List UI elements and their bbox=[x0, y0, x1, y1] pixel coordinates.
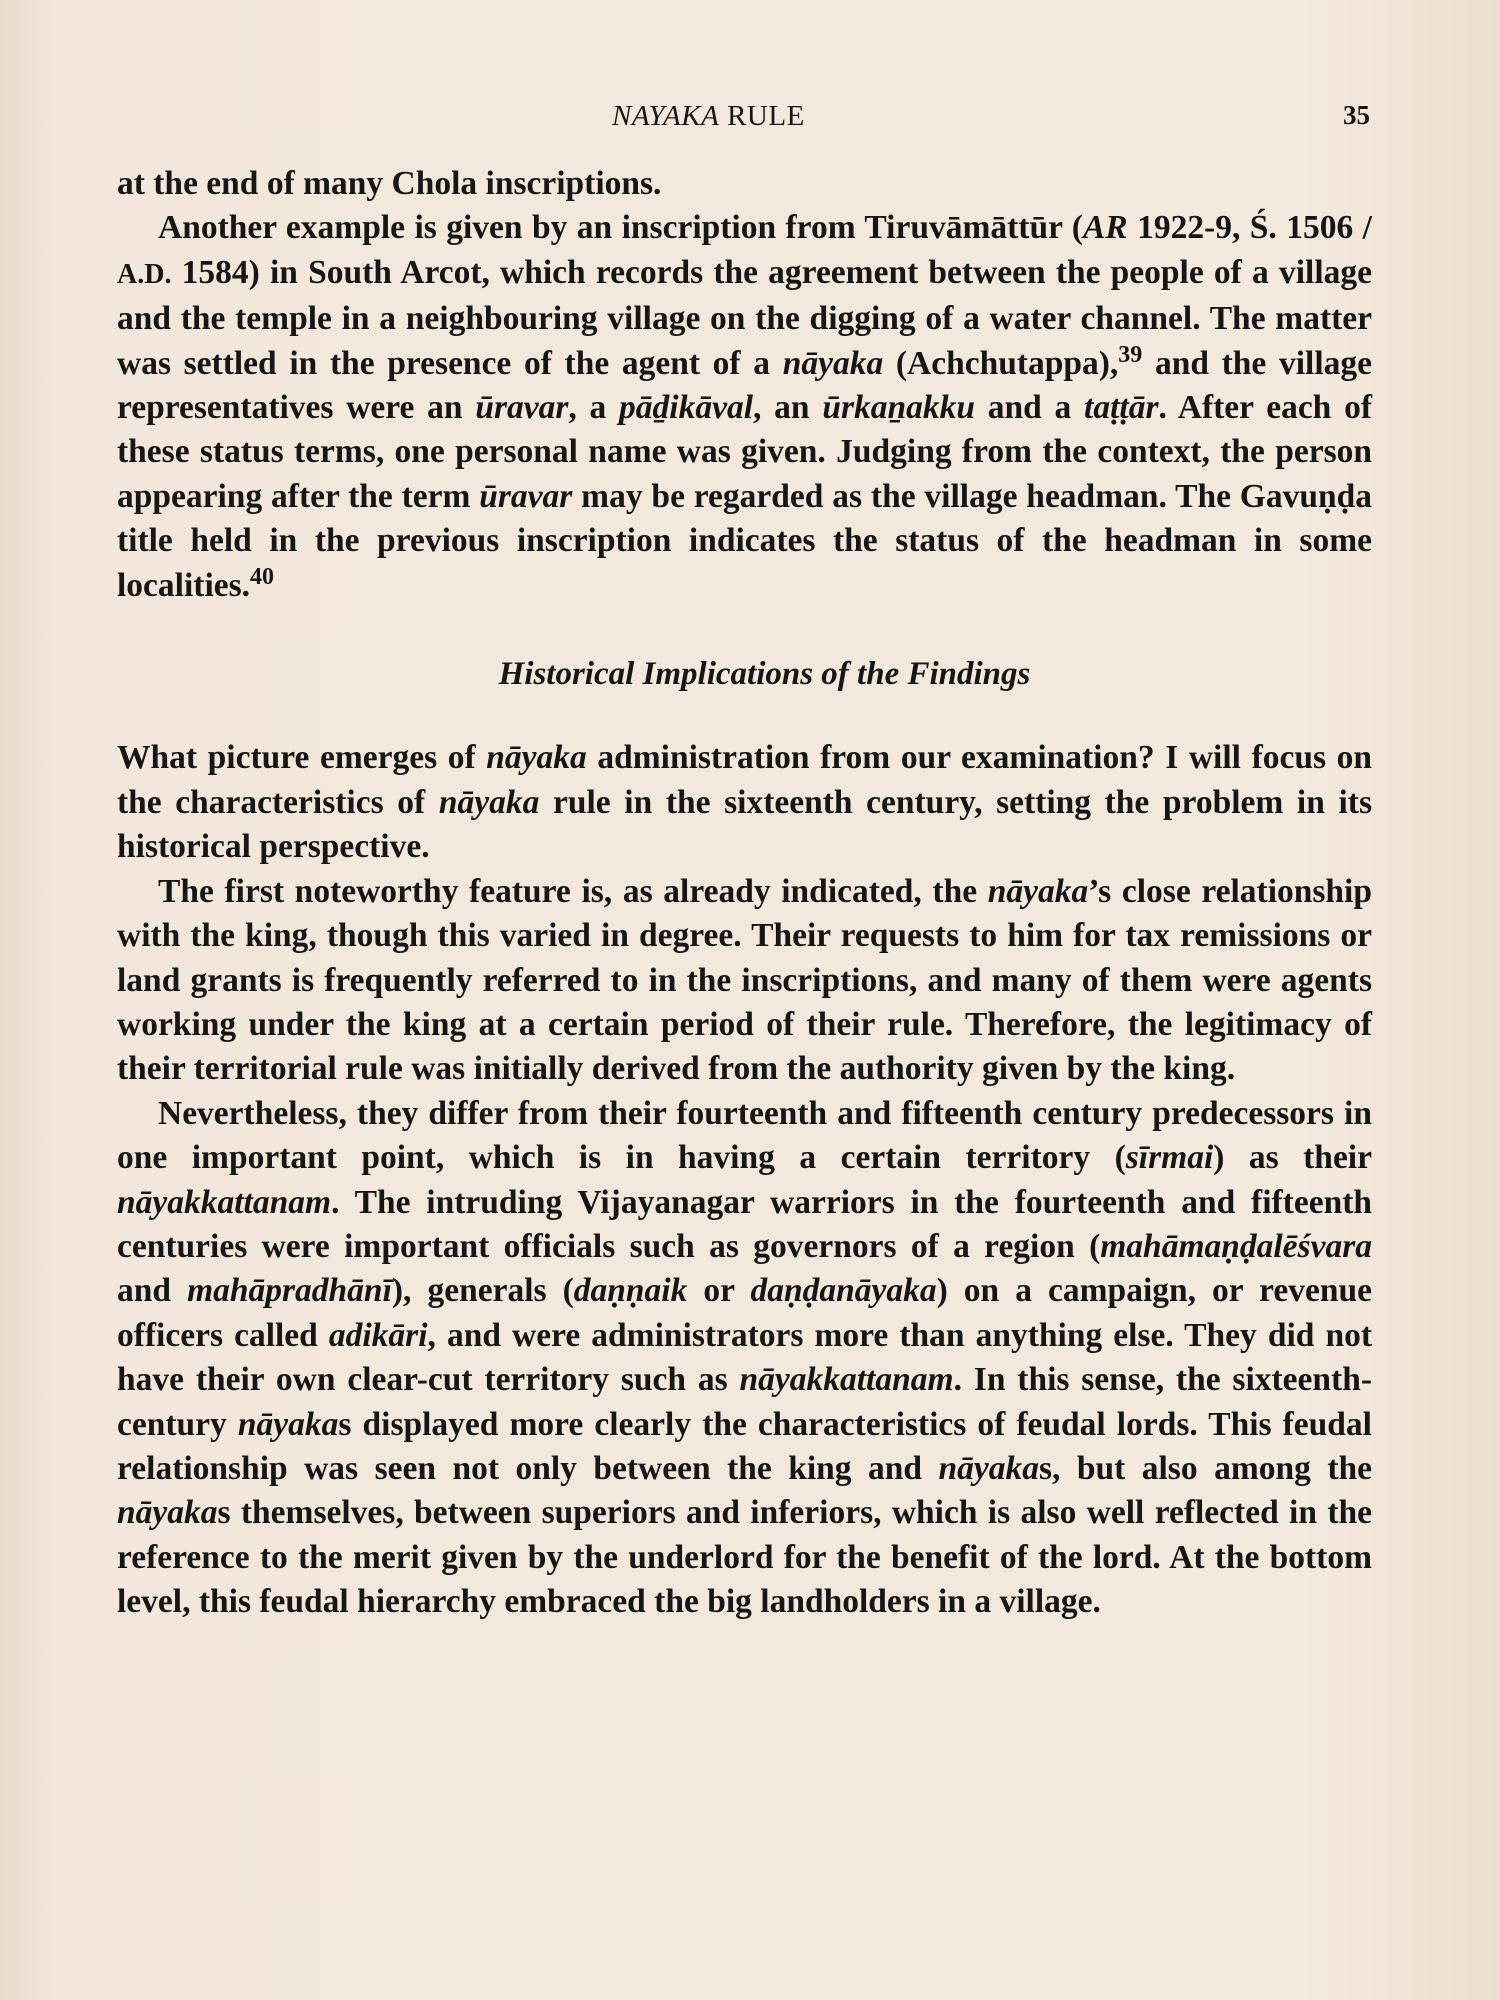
paragraph-3: What picture emerges of nāyaka administration from our examination? I will focus on the characteristics of nāyaka rule in the sixteenth century, setting the problem in its historical perspective. bbox=[117, 739, 1372, 866]
body-text bbox=[117, 162, 1372, 1625]
running-title-rest: RULE bbox=[719, 100, 805, 132]
paragraph-1: at the end of many Chola inscriptions. bbox=[117, 165, 662, 202]
section-heading: Historical Implications of the Findings bbox=[498, 656, 1031, 693]
footnote-ref-40: 40 bbox=[250, 563, 275, 590]
running-title bbox=[612, 100, 805, 133]
paragraph-5: Nevertheless, they differ from their fourteenth and fifteenth century predecessors in one important point, which is in having a certain territory (sīrmai) as their nāyakkattanam. The intruding Vijayanagar warriors in the fourteenth and fifteenth centuries were important officials such as governors of a region (mahāmaṇḍalēśvara and mahāpradhānī), generals (daṇṇaik or daṇḍanāyaka) on a campaign, or revenue officers called adikāri, and were administrators more than anything else. They did not have their own clear-cut territory such as nāyakkattanam. In this sense, the sixteenth-century nāyakas displayed more clearly the characteristics of feudal lords. This feudal relationship was seen not only between the king and nāyakas, but also among the nāyakas themselves, between superiors and inferiors, which is also well reflected in the reference to the merit given by the underlord for the benefit of the lord. At the bottom level, this feudal hierarchy embraced the big landholders in a village. bbox=[117, 1094, 1373, 1621]
paragraph-4: The first noteworthy feature is, as already indicated, the nāyaka’s close relationship with the king, though this varied in degree. Their requests to him for tax remissions or land grants is frequently referred to in the inscriptions, and many of them were agents working under the king at a certain period of their rule. Therefore, the legitimacy of their territorial rule was initially derived from the authority given by the king. bbox=[117, 872, 1372, 1088]
paragraph-2: Another example is given by an inscription from Tiruvāmāttūr (AR 1922-9, Ś. 1506 / A.D. 1584) in South Arcot, which records the agreement between the people of a village and the temple in a neighbouring village on the digging of a water channel. The matter was settled in the presence of the agent of a nāyaka (Achchutappa),$^{39}$ and the village representatives were an ūravar, a pāḏikāval, an ūrkaṉakku and a taṭṭār. After each of these status terms, one personal name was given. Judging from the context, the person appearing after the term ūravar may be regarded as the village headman. The Gavuṇḍa title held in the previous inscription indicates the status of the headman in some localities.$^{40}$ bbox=[117, 209, 1373, 604]
running-title-main: NAYAKA bbox=[612, 100, 720, 132]
footnote-ref-39: 39 bbox=[1118, 341, 1143, 368]
running-header bbox=[0, 100, 1500, 140]
page-number: 35 bbox=[1343, 100, 1370, 130]
